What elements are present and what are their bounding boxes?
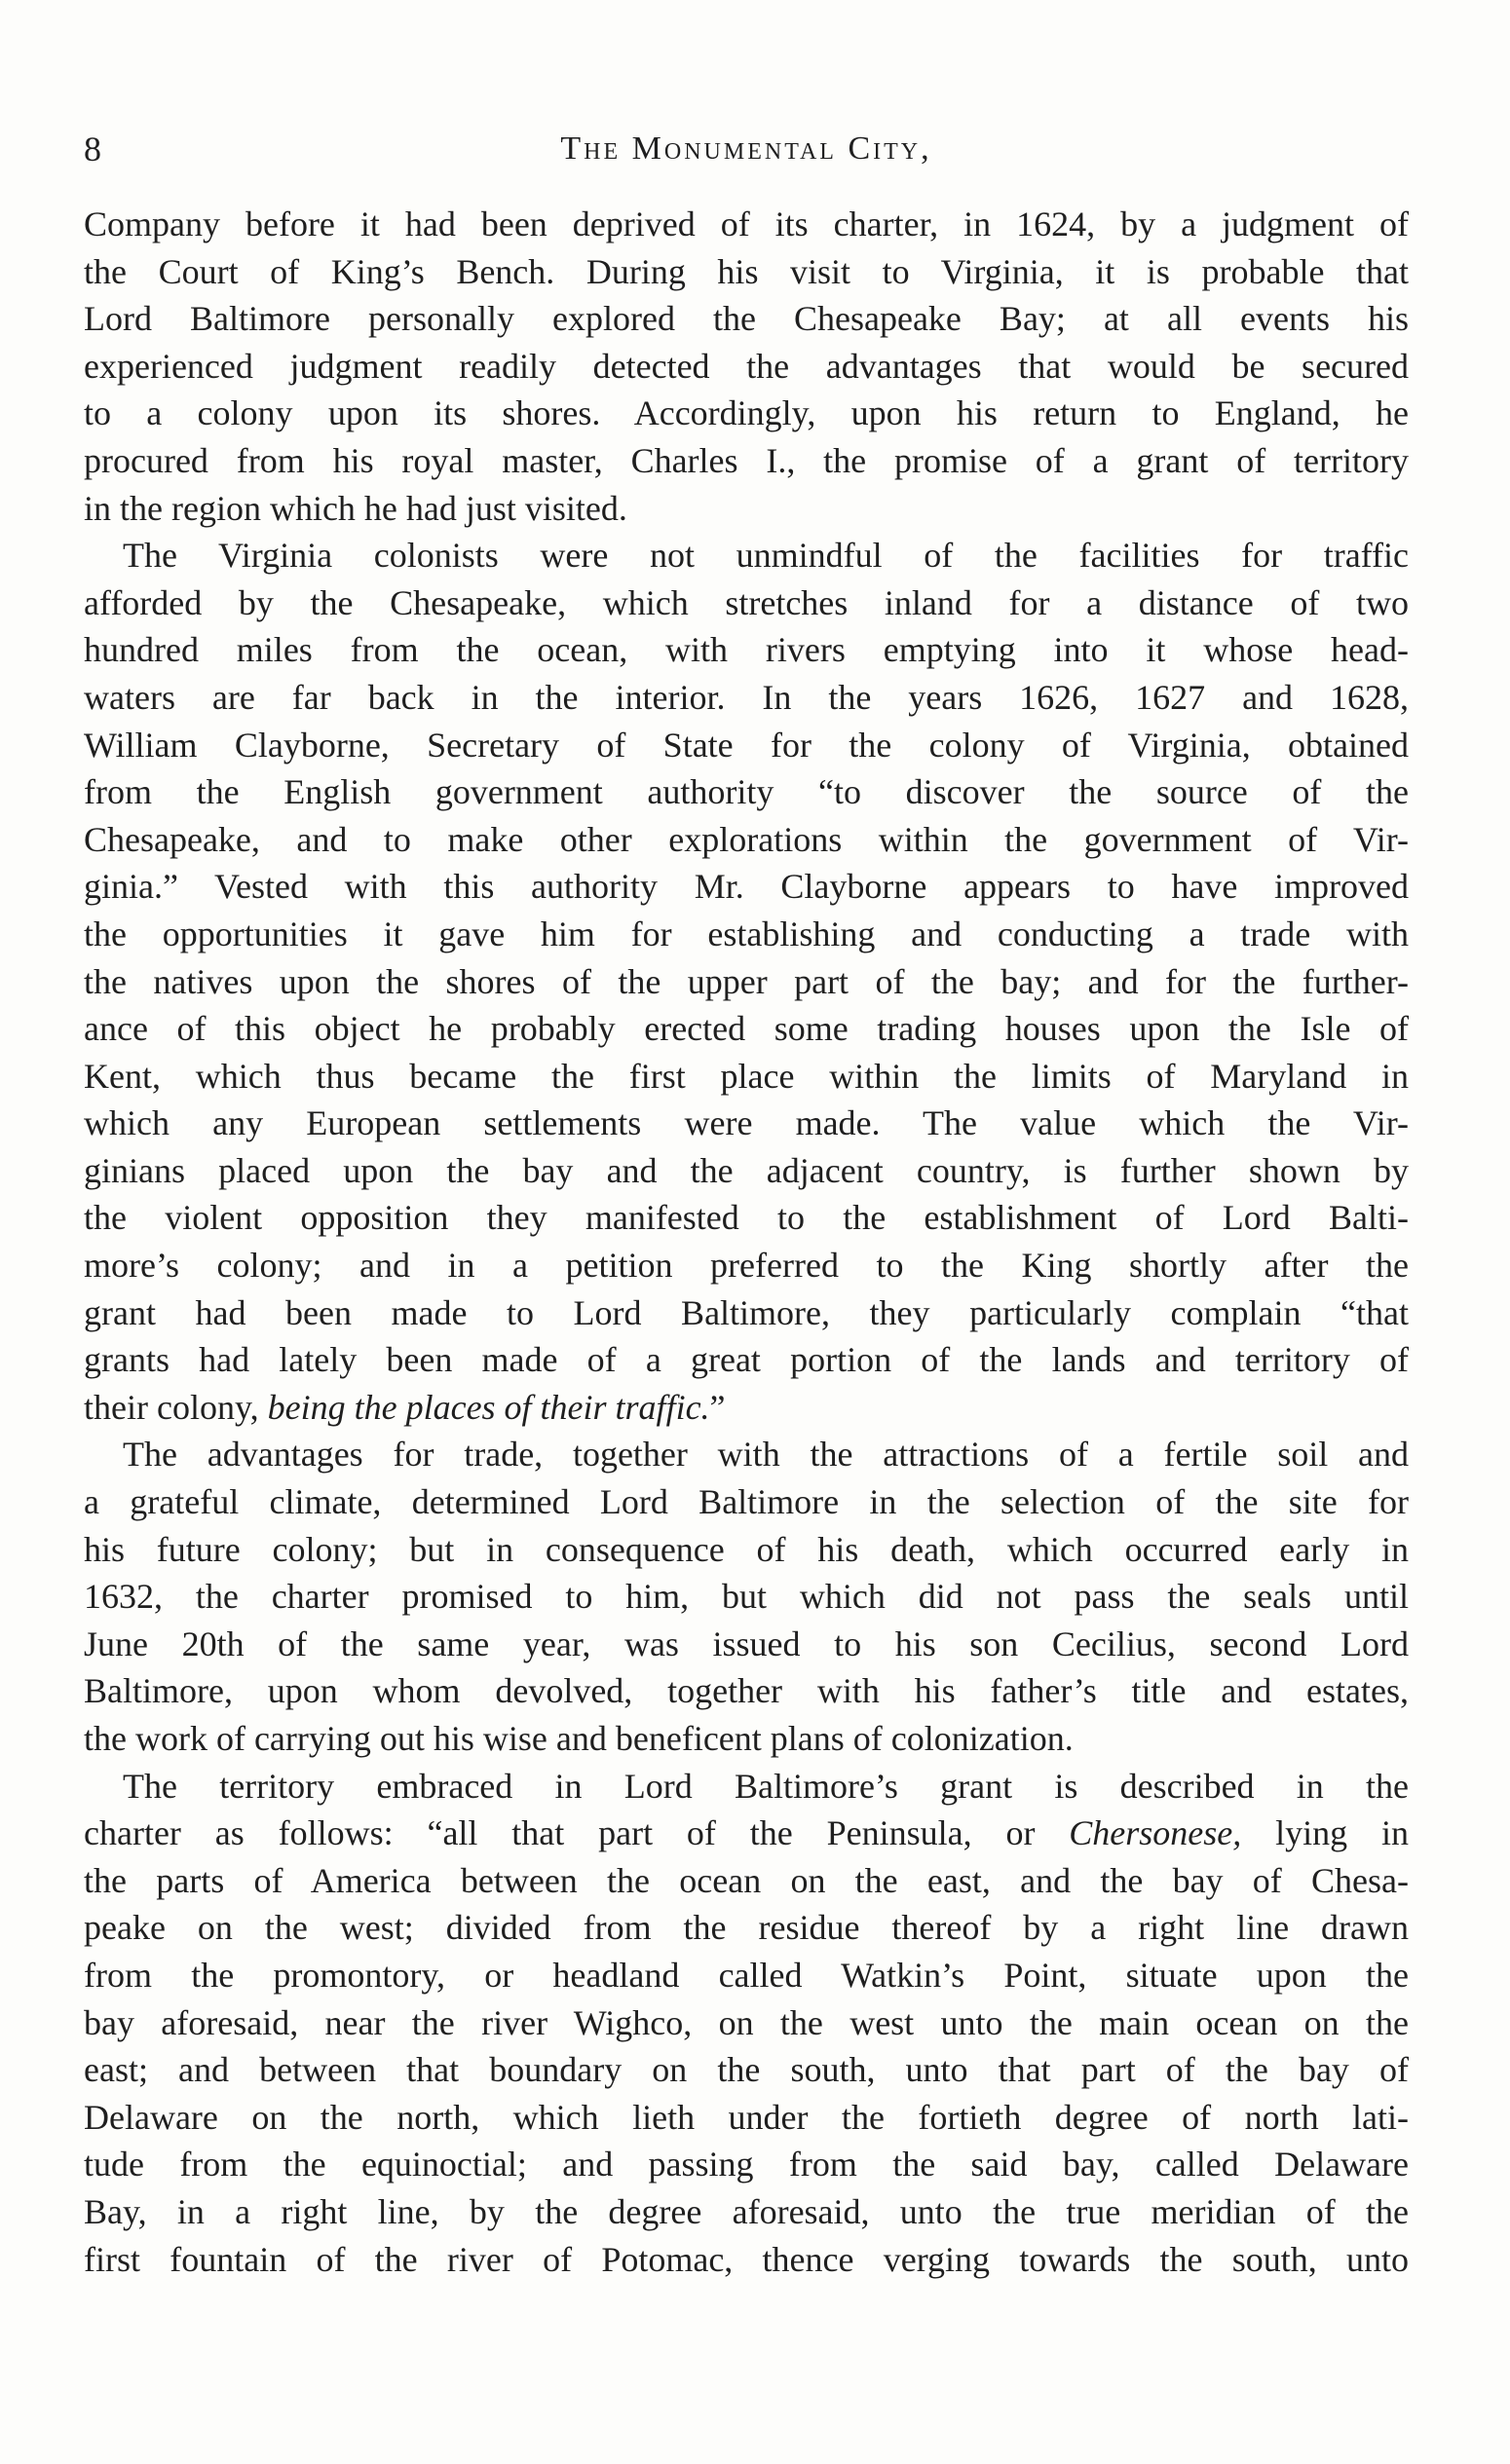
- text-line: first fountain of the river of Potomac, thence verging towards the south, unto: [84, 2239, 1409, 2279]
- body-text: [84, 201, 1409, 2283]
- text-line: bay aforesaid, near the river Wighco, on the west unto the main ocean on the: [84, 2002, 1409, 2042]
- paragraph: [84, 532, 1409, 1431]
- text-line: from the promontory, or headland called Watkin’s Point, situate upon the: [84, 1955, 1409, 1995]
- text-line: experienced judgment readily detected the advantages that would be secured: [84, 346, 1409, 386]
- text-run: ”: [709, 1387, 726, 1427]
- text-run: charter as follows: “all that part of the Peninsula, or: [84, 1813, 1070, 1853]
- text-line: the violent opposition they manifested to the establishment of Lord Balti-: [84, 1198, 1409, 1238]
- text-line: June 20th of the same year, was issued to his son Cecilius, second Lord: [84, 1624, 1409, 1663]
- text-run: lying in: [1241, 1813, 1409, 1853]
- italic-quote: being the places of their traffic.: [267, 1387, 710, 1427]
- text-line: hundred miles from the ocean, with rivers emptying into it whose head-: [84, 630, 1409, 670]
- text-line: [84, 1384, 1409, 1432]
- paragraph: [84, 1763, 1409, 2284]
- text-line: more’s colony; and in a petition preferred to the King shortly after the: [84, 1246, 1409, 1286]
- page-number: 8: [84, 130, 101, 168]
- text-line: a grateful climate, determined Lord Baltimore in the selection of the site for: [84, 1482, 1409, 1522]
- text-line: east; and between that boundary on the south, unto that part of the bay of: [84, 2050, 1409, 2090]
- text-line: The advantages for trade, together with the attractions of a fertile soil and: [123, 1435, 1409, 1475]
- text-line: in the region which he had just visited.: [84, 488, 627, 528]
- paragraph: [84, 201, 1409, 532]
- text-line: Delaware on the north, which lieth under the fortieth degree of north lati-: [84, 2097, 1409, 2137]
- text-line: ance of this object he probably erected some trading houses upon the Isle of: [84, 1009, 1409, 1049]
- text-line: the Court of King’s Bench. During his visit to Virginia, it is probable that: [84, 251, 1409, 291]
- text-line: waters are far back in the interior. In the years 1626, 1627 and 1628,: [84, 677, 1409, 717]
- text-line: Lord Baltimore personally explored the Chesapeake Bay; at all events his: [84, 299, 1409, 339]
- text-line: William Clayborne, Secretary of State for the colony of Virginia, obtained: [84, 725, 1409, 765]
- text-line: the work of carrying out his wise and beneficent plans of colonization.: [84, 1719, 1074, 1758]
- text-line: Chesapeake, and to make other explorations within the government of Vir-: [84, 819, 1409, 859]
- text-line: to a colony upon its shores. Accordingly, upon his return to England, he: [84, 393, 1409, 433]
- text-line: ginians placed upon the bay and the adjacent country, is further shown by: [84, 1150, 1409, 1190]
- text-line: the natives upon the shores of the upper part of the bay; and for the further-: [84, 961, 1409, 1001]
- text-line: afforded by the Chesapeake, which stretches inland for a distance of two: [84, 582, 1409, 622]
- text-line: grants had lately been made of a great portion of the lands and territory of: [84, 1340, 1409, 1380]
- text-line: his future colony; but in consequence of his death, which occurred early in: [84, 1529, 1409, 1569]
- text-line: ginia.” Vested with this authority Mr. Clayborne appears to have improved: [84, 867, 1409, 907]
- text-line: The Virginia colonists were not unmindful of the facilities for traffic: [123, 536, 1409, 576]
- text-line: [84, 1810, 1409, 1857]
- text-line: tude from the equinoctial; and passing from the said bay, called Delaware: [84, 2145, 1409, 2184]
- running-title: The Monumental City,: [560, 131, 932, 167]
- text-line: The territory embraced in Lord Baltimore’s grant is described in the: [123, 1766, 1409, 1806]
- text-line: the opportunities it gave him for establishing and conducting a trade with: [84, 914, 1409, 953]
- text-line: Company before it had been deprived of its charter, in 1624, by a judgment of: [84, 205, 1409, 243]
- text-line: Baltimore, upon whom devolved, together with his father’s title and estates,: [84, 1671, 1409, 1711]
- text-line: which any European settlements were made. The value which the Vir-: [84, 1103, 1409, 1143]
- text-line: Kent, which thus became the first place within the limits of Maryland in: [84, 1056, 1409, 1096]
- text-line: 1632, the charter promised to him, but which did not pass the seals until: [84, 1577, 1409, 1617]
- paragraph: [84, 1431, 1409, 1762]
- text-line: grant had been made to Lord Baltimore, they particularly complain “that: [84, 1292, 1409, 1332]
- text-line: the parts of America between the ocean on the east, and the bay of Chesa-: [84, 1860, 1409, 1900]
- italic-term: Chersonese,: [1069, 1813, 1242, 1853]
- text-run: their colony,: [84, 1387, 268, 1427]
- text-line: peake on the west; divided from the residue thereof by a right line drawn: [84, 1908, 1409, 1948]
- text-line: Bay, in a right line, by the degree aforesaid, unto the true meridian of the: [84, 2191, 1409, 2231]
- running-head: [84, 125, 1409, 173]
- text-line: procured from his royal master, Charles I., the promise of a grant of territory: [84, 440, 1409, 480]
- text-line: from the English government authority “to discover the source of the: [84, 772, 1409, 812]
